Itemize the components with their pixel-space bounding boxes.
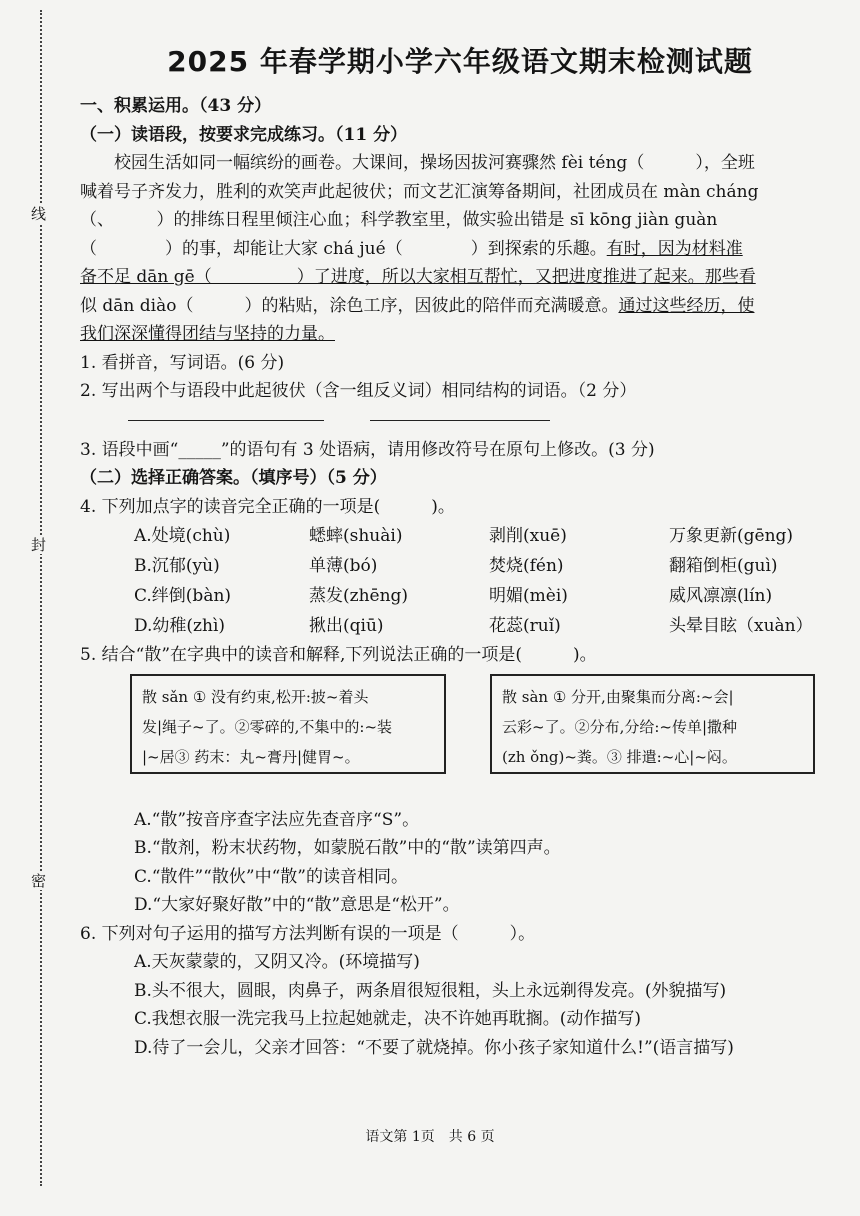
underlined-sentence: 备不足 dān gē（ ）了进度，所以大家相互帮忙，又把进度推进了起来。	[80, 267, 705, 287]
option-b-3: 焚烧(fén)	[489, 556, 564, 576]
dict-line: 散 sàn ① 分开,由聚集而分离:~会|	[502, 687, 734, 706]
binding-mark-mi: 密	[31, 872, 47, 890]
option-a-2: 蟋蟀(shuài)	[309, 526, 403, 546]
option-d: D.“大家好聚好散”中的“散”意思是“松开”。	[134, 895, 460, 915]
dict-line: 发|绳子~了。②零碎的,不集中的:~装	[142, 717, 393, 736]
page-footer: 语文第 1页 共 6 页	[365, 1129, 495, 1145]
underlined-sentence: 我们深深懂得团结与坚持的力量。	[80, 324, 335, 344]
exam-page	[80, 40, 840, 1062]
answer-line[interactable]	[370, 420, 550, 421]
passage-text: （ ）的事，却能让大家 chá jué（ ）到探索的乐趣。	[80, 238, 607, 259]
passage-line	[80, 235, 840, 264]
option-c-3: 明媚(mèi)	[489, 586, 568, 606]
q5-options	[80, 806, 840, 920]
option-c-4: 威风凛凛(lín)	[669, 586, 773, 606]
option-a-4: 万象更新(gēng)	[669, 526, 794, 546]
question-4: 4. 下列加点字的读音完全正确的一项是( )。	[80, 496, 455, 517]
question-1: 1. 看拼音，写词语。(6 分)	[80, 352, 285, 373]
passage-line: 喊着号子齐发力，胜利的欢笑声此起彼伏；而文艺汇演筹备期间，社团成员在 màn cháng	[80, 181, 759, 202]
option-row	[80, 551, 840, 581]
option-row	[80, 581, 840, 611]
option-b: B.头不很大，圆眼，肉鼻子，两条眉很短很粗，头上永远剃得发亮。(外貌描写)	[134, 980, 727, 1001]
option-b-2: 单薄(bó)	[309, 556, 378, 576]
dictionary-box-san4	[490, 674, 815, 774]
option-row	[80, 611, 840, 641]
section-heading: 一、积累运用。（43 分）	[80, 96, 272, 116]
option-c: C.“散件”“散伙”中“散”的读音相同。	[134, 866, 408, 887]
binding-dotted-line	[40, 10, 42, 1186]
option-d: D.待了一会儿，父亲才回答：“不要了就烧掉。你小孩子家知道什么!”(语言描写)	[134, 1037, 734, 1058]
q4-options	[80, 521, 840, 641]
q6-options	[80, 948, 840, 1062]
part-heading: （一）读语段，按要求完成练习。（11 分）	[80, 124, 408, 145]
option-d-1: D.幼稚(zhì)	[134, 616, 226, 636]
dict-line: 云彩~了。②分布,分给:~传单|撒种	[502, 717, 738, 736]
option-a-3: 剥削(xuē)	[489, 526, 567, 546]
option-a: A.“散”按音序查字法应先查音序“S”。	[134, 809, 420, 830]
question-5: 5. 结合“散”在字典中的读音和解释,下列说法正确的一项是( )。	[80, 645, 597, 665]
underlined-sentence: 那些看	[704, 267, 756, 287]
dict-line: 散 sǎn ① 没有约束,松开:披~着头	[142, 687, 369, 706]
question-2: 2. 写出两个与语段中此起彼伏（含一组反义词）相同结构的词语。（2 分）	[80, 381, 637, 401]
passage-line	[80, 263, 840, 292]
dictionary-box-san3	[130, 674, 446, 774]
passage-line: （、 ）的排练日程里倾注心血；科学教室里，做实验出错是 sī kōng jiàn guàn	[80, 210, 718, 230]
option-c-1: C.绊倒(bàn)	[134, 586, 232, 606]
underlined-sentence: 有时，因为材料准	[606, 238, 743, 259]
dict-line: |~居③ 药末：丸~膏丹|健胃~。	[142, 747, 360, 766]
dict-line: (zh ǒng)~粪。③ 排遣:~心|~闷。	[502, 747, 737, 766]
option-a-1: A.处境(chù)	[134, 526, 231, 546]
binding-mark-xian: 线	[31, 205, 47, 223]
passage-line: 校园生活如同一幅缤纷的画卷。大课间，操场因拔河赛骤然 fèi téng（ ），全班	[114, 153, 755, 173]
binding-mark-feng: 封	[31, 536, 47, 554]
option-a: A.天灰蒙蒙的，又阴又冷。(环境描写)	[134, 952, 420, 972]
reading-passage	[80, 149, 840, 349]
option-b: B.“散剂，粉末状药物，如蒙脱石散”中的“散”读第四声。	[134, 838, 561, 858]
answer-blanks	[80, 406, 840, 436]
underlined-sentence: 通过这些经历，使	[618, 295, 755, 316]
question-3: 3. 语段中画“_____”的语句有 3 处语病，请用修改符号在原句上修改。(3 分)	[80, 439, 655, 460]
question-6: 6. 下列对句子运用的描写方法判断有误的一项是（ ）。	[80, 923, 536, 944]
option-d-4: 头晕目眩（xuàn）	[669, 616, 813, 636]
passage-text: 似 dān diào（ ）的粘贴，涂色工序，因彼此的陪伴而充满暖意。	[80, 295, 619, 316]
option-c-2: 蒸发(zhēng)	[309, 586, 409, 606]
dictionary-entries	[80, 674, 840, 794]
passage-line	[80, 292, 840, 321]
option-b-4: 翻箱倒柜(guì)	[669, 556, 778, 576]
option-d-2: 揪出(qiū)	[309, 616, 384, 636]
part-heading: （二）选择正确答案。（填序号）（5 分）	[80, 468, 387, 488]
option-b-1: B.沉郁(yù)	[134, 556, 220, 576]
option-row	[80, 521, 840, 551]
option-c: C.我想衣服一洗完我马上拉起她就走，决不许她再耽搁。(动作描写)	[134, 1009, 642, 1029]
exam-title: 2025 年春学期小学六年级语文期末检测试题	[167, 45, 753, 78]
answer-line[interactable]	[128, 420, 324, 421]
option-d-3: 花蕊(ruǐ)	[489, 616, 561, 636]
